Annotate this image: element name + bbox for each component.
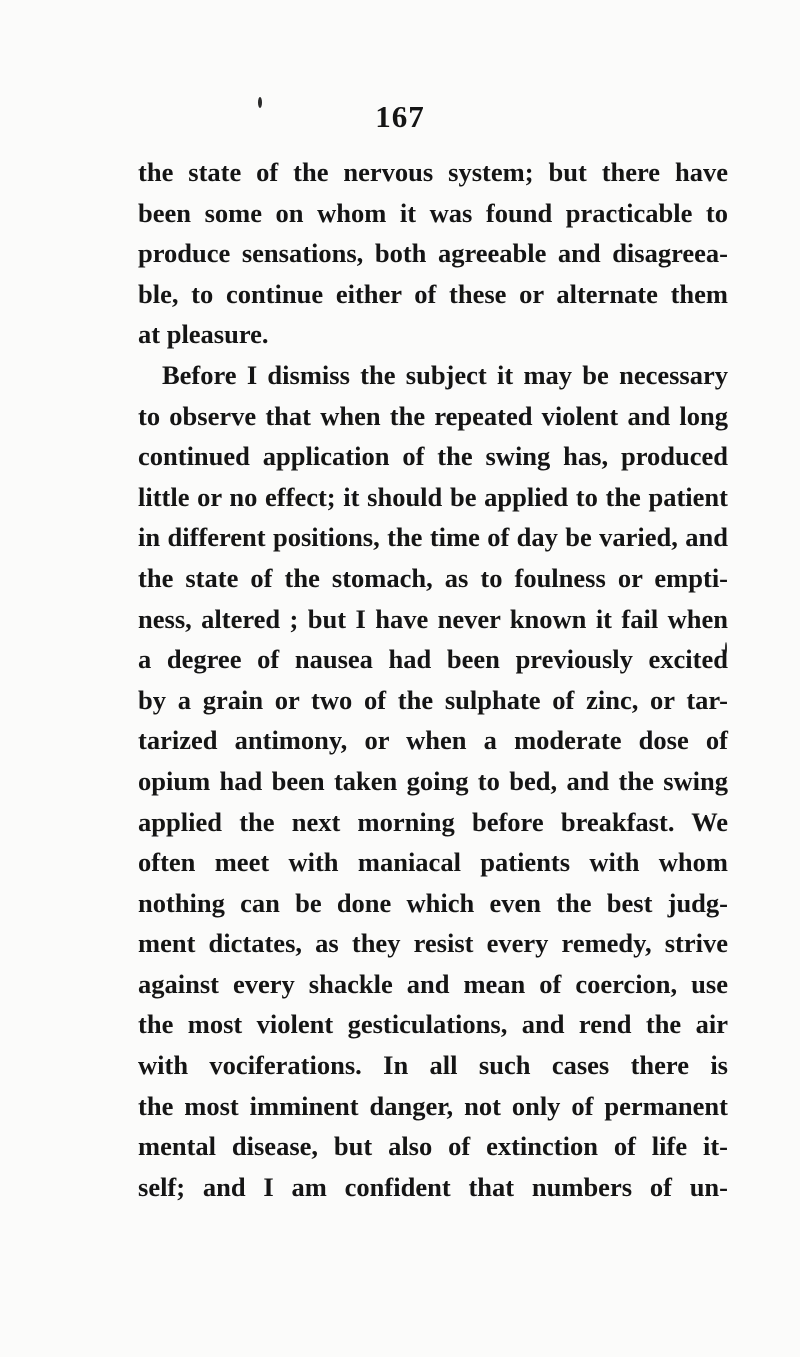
page-number: 167 — [375, 99, 425, 134]
text-line: the most imminent danger, not only of permanent — [138, 1090, 728, 1121]
text-line: against every shackle and mean of coercion, use — [138, 968, 728, 999]
text-line: by a grain or two of the sulphate of zinc, or tar- — [138, 684, 728, 715]
text-line: the state of the nervous system; but there have — [138, 157, 728, 187]
text-line: ment dictates, as they resist every remedy, strive — [138, 928, 728, 959]
text-line: Before I dismiss the subject it may be necessary — [162, 359, 728, 390]
text-line: with vociferations. In all such cases there is — [138, 1050, 728, 1081]
text-line: the state of the stomach, as to foulness or empti- — [138, 562, 728, 593]
text-line: produce sensations, both agreeable and disagreea- — [138, 238, 728, 269]
text-line: mental disease, but also of extinction of life it- — [138, 1131, 728, 1162]
text-line: applied the next morning before breakfast. We — [138, 806, 728, 837]
text-line: to observe that when the repeated violent and long — [138, 400, 728, 431]
text-line: a degree of nausea had been previously excited — [138, 644, 728, 675]
text-line: in different positions, the time of day be varied, and — [138, 522, 728, 553]
text-line: the most violent gesticulations, and rend the air — [138, 1009, 728, 1040]
text-line: been some on whom it was found practicable to — [138, 197, 728, 228]
text-line: nothing can be done which even the best judg- — [138, 887, 728, 918]
text-line: continued application of the swing has, produced — [138, 441, 728, 472]
body-text — [138, 152, 728, 1207]
text-line: tarized antimony, or when a moderate dose of — [138, 725, 728, 756]
text-line: often meet with maniacal patients with whom — [138, 847, 728, 878]
text-line: opium had been taken going to bed, and the swing — [138, 765, 728, 796]
text-line: at pleasure. — [138, 319, 269, 350]
text-line: ness, altered ; but I have never known it fail when — [138, 603, 728, 634]
text-line: self; and I am confident that numbers of un- — [138, 1171, 728, 1202]
text-line: ble, to continue either of these or alternate them — [138, 278, 728, 309]
text-line: little or no effect; it should be applied to the patient — [138, 481, 728, 512]
